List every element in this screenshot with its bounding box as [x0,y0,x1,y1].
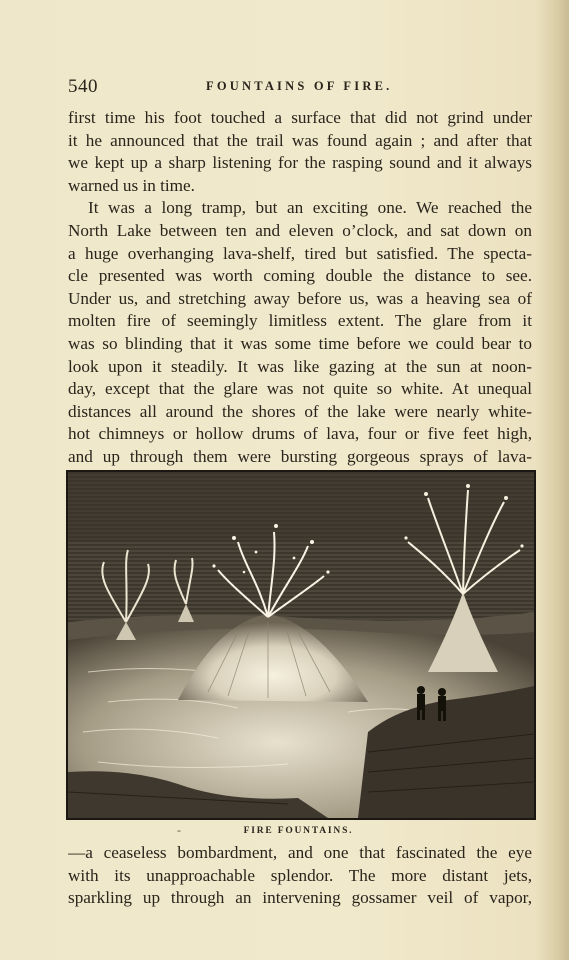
text-line: we kept up a sharp listening for the rasping sound and it always [68,153,532,173]
text-line: cle presented was worth coming double the distance to see. [68,266,532,286]
text-line: sparkling up through an intervening gossamer veil of vapor, [68,888,532,908]
text-line: hot chimneys or hollow drums of lava, four or five feet high, [68,424,532,444]
figure-caption [0,826,569,836]
page-number: 540 [68,76,98,97]
body-text-top [68,107,532,491]
text-line: was so blinding that it was some time before we could bear to [68,333,532,353]
text-line: first time his foot touched a surface that did not grind under [68,108,532,127]
page-header [68,76,532,98]
text-line: with its unapproachable splendor. The more distant jets, [68,865,532,885]
text-line: day, except that the glare was not quite so white. At unequal [68,379,532,399]
text-line: It was a long tramp, but an exciting one. We reached the [88,198,532,218]
body-text-bottom [68,842,532,910]
text-line: —a ceaseless bombardment, and one that fascinated the eye [68,843,532,862]
fire-fountains-engraving [66,470,536,820]
text-line: a huge overhanging lava-shelf, tired but satisfied. The specta- [68,243,532,263]
text-line: molten fire of seemingly limitless extent. The glare from it [68,311,532,331]
text-line: it he announced that the trail was found again ; and after that [68,130,532,150]
text-line: distances all around the shores of the lake were nearly white- [68,401,532,421]
running-head: FOUNTAINS OF FIRE. [206,79,393,93]
text-line: look upon it steadily. It was like gazing at the sun at noon- [68,356,532,376]
figure-caption-text: FIRE FOUNTAINS. [243,826,354,836]
text-line: North Lake between ten and eleven o’clock, and sat down on [68,220,532,240]
text-line: and up through them were bursting gorgeous sprays of lava- [68,446,532,466]
text-line: Under us, and stretching away before us, was a heaving sea of [68,288,532,308]
caption-rule: - [177,823,181,837]
text-line: warned us in time. [68,175,195,195]
